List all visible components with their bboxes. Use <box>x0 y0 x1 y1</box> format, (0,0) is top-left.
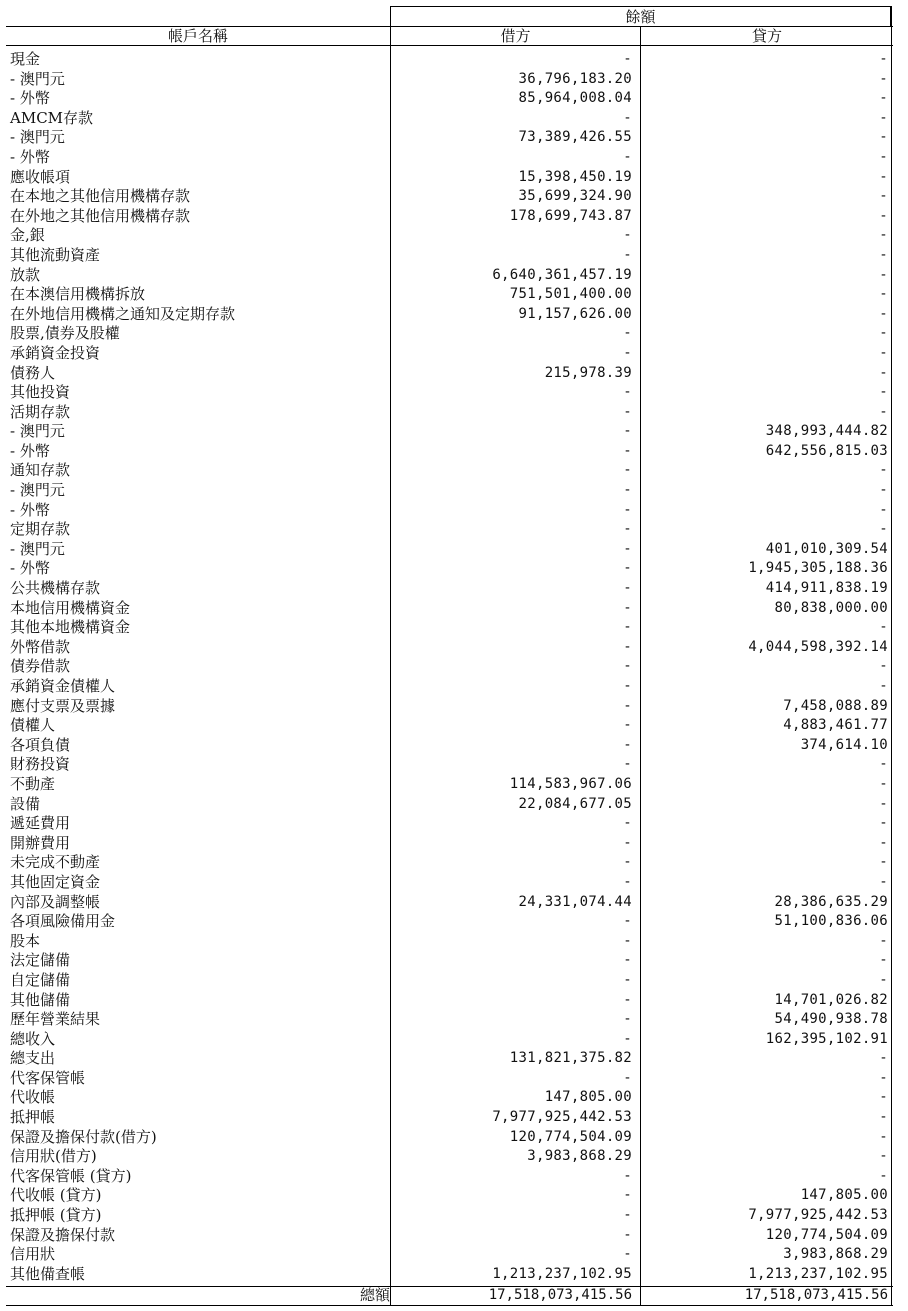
account-name-cell: 信用狀(借方) <box>10 1147 97 1166</box>
table-row <box>6 1167 893 1187</box>
credit-cell: - <box>879 775 888 792</box>
table-row <box>6 834 893 854</box>
debit-cell: 114,583,967.06 <box>509 775 632 792</box>
debit-cell: - <box>623 1030 632 1047</box>
credit-cell: - <box>879 403 888 420</box>
table-row <box>6 932 893 952</box>
credit-cell: - <box>879 148 888 165</box>
account-name-cell: - 澳門元 <box>10 422 65 441</box>
table-row <box>6 755 893 775</box>
account-name-cell: 遞延費用 <box>10 814 71 833</box>
account-name-cell: - 澳門元 <box>10 481 65 500</box>
account-name-cell: 在外地之其他信用機構存款 <box>10 206 191 225</box>
credit-cell: - <box>879 305 888 322</box>
debit-cell: 15,398,450.19 <box>518 168 632 185</box>
account-name-cell: 法定儲備 <box>10 951 71 970</box>
debit-cell: 178,699,743.87 <box>509 207 632 224</box>
credit-cell: - <box>879 1089 888 1106</box>
account-name-cell: 外幣借款 <box>10 637 71 656</box>
account-name-cell: 活期存款 <box>10 402 71 421</box>
debit-cell: - <box>623 854 632 871</box>
debit-cell: - <box>623 403 632 420</box>
debit-cell: 1,213,237,102.95 <box>492 1265 632 1282</box>
debit-cell: - <box>623 678 632 694</box>
table-row <box>6 207 893 227</box>
credit-cell: 1,213,237,102.95 <box>748 1265 888 1282</box>
account-name-cell: 債權人 <box>10 716 56 735</box>
debit-cell: - <box>623 1246 632 1263</box>
credit-cell: - <box>879 266 888 283</box>
credit-cell: - <box>879 795 888 812</box>
credit-cell: - <box>879 1069 888 1086</box>
debit-cell: - <box>623 521 632 538</box>
account-name-cell: 股票,債券及股權 <box>10 324 120 343</box>
account-name-cell: 未完成不動產 <box>10 853 101 872</box>
credit-cell: 7,977,925,442.53 <box>748 1207 888 1224</box>
debit-cell: - <box>623 580 632 597</box>
credit-header: 貸方 <box>751 27 782 45</box>
table-row <box>6 951 893 971</box>
table-row <box>6 246 893 266</box>
debit-cell: - <box>623 423 632 440</box>
account-name-cell: - 外幣 <box>10 559 50 578</box>
table-row <box>6 1147 893 1167</box>
account-name-cell: 歷年營業結果 <box>10 1010 101 1029</box>
debit-cell: - <box>623 1167 632 1184</box>
credit-cell: 4,883,461.77 <box>783 717 888 734</box>
credit-cell: 120,774,504.09 <box>765 1226 888 1243</box>
total-credit: 17,518,073,415.56 <box>744 1287 888 1303</box>
credit-cell: - <box>879 462 888 479</box>
debit-cell: - <box>623 560 632 577</box>
account-name-cell: 設備 <box>10 794 41 813</box>
table-row <box>6 1088 893 1108</box>
debit-cell: - <box>623 148 632 165</box>
account-name-cell: 各項負債 <box>10 735 71 754</box>
account-name-cell: 現金 <box>10 50 41 68</box>
total-debit: 17,518,073,415.56 <box>488 1287 632 1303</box>
credit-cell: - <box>879 129 888 146</box>
credit-cell: - <box>879 521 888 538</box>
table-row <box>6 736 893 756</box>
credit-cell: 14,701,026.82 <box>774 991 888 1008</box>
account-name-cell: 抵押帳 (貸方) <box>10 1206 102 1225</box>
account-name-header: 帳戶名稱 <box>167 27 228 45</box>
credit-cell: - <box>879 952 888 969</box>
table-row <box>6 501 893 521</box>
table-row <box>6 50 893 70</box>
debit-cell: 147,805.00 <box>544 1089 632 1106</box>
credit-cell: 1,945,305,188.36 <box>748 560 888 577</box>
account-name-cell: 在外地信用機構之通知及定期存款 <box>10 304 236 323</box>
credit-cell: 51,100,836.06 <box>774 913 888 930</box>
table-row <box>6 1010 893 1030</box>
table-row <box>6 618 893 638</box>
debit-cell: - <box>623 1011 632 1028</box>
credit-cell: - <box>879 51 888 67</box>
debit-cell: - <box>623 344 632 361</box>
debit-cell: 131,821,375.82 <box>509 1050 632 1067</box>
table-row <box>6 599 893 619</box>
debit-cell: 85,964,008.04 <box>518 90 632 107</box>
table-row <box>6 1265 893 1285</box>
table-row <box>6 912 893 932</box>
table-row <box>6 461 893 481</box>
debit-cell: - <box>623 815 632 832</box>
account-name-cell: 其他本地機構資金 <box>10 618 131 637</box>
credit-cell: - <box>879 246 888 263</box>
debit-cell: - <box>623 1207 632 1224</box>
debit-cell: 3,983,868.29 <box>527 1148 632 1165</box>
credit-cell: - <box>879 384 888 401</box>
account-name-cell: 應付支票及票據 <box>10 696 116 715</box>
table-row <box>6 422 893 442</box>
account-name-cell: 金,銀 <box>10 226 45 245</box>
credit-cell: - <box>879 482 888 499</box>
total-label: 總額 <box>360 1286 391 1304</box>
account-name-cell: 放款 <box>10 265 41 284</box>
debit-cell: 751,501,400.00 <box>509 286 632 303</box>
table-row <box>6 383 893 403</box>
debit-cell: - <box>623 501 632 518</box>
credit-cell: - <box>879 70 888 87</box>
debit-cell: - <box>623 736 632 753</box>
credit-cell: - <box>879 971 888 988</box>
table-row <box>6 873 893 893</box>
account-name-cell: 總支出 <box>10 1049 56 1068</box>
debit-cell: - <box>623 384 632 401</box>
table-row <box>6 697 893 717</box>
balance-sheet-table <box>6 6 893 1306</box>
account-name-cell: 承銷資金債權人 <box>10 677 116 695</box>
account-name-cell: 總收入 <box>10 1029 56 1048</box>
account-name-cell: - 澳門元 <box>10 539 65 558</box>
account-name-cell: - 澳門元 <box>10 128 65 147</box>
debit-cell: 22,084,677.05 <box>518 795 632 812</box>
account-name-cell: - 外幣 <box>10 89 50 108</box>
table-row <box>6 520 893 540</box>
account-name-cell: 抵押帳 <box>10 1108 56 1127</box>
credit-cell: - <box>879 1167 888 1184</box>
table-row <box>6 579 893 599</box>
debit-cell: - <box>623 482 632 499</box>
debit-cell: 215,978.39 <box>544 364 632 381</box>
table-row <box>6 266 893 286</box>
debit-cell: - <box>623 246 632 263</box>
table-row <box>6 853 893 873</box>
table-row <box>6 324 893 344</box>
account-name-cell: 其他投資 <box>10 383 71 402</box>
account-rows <box>6 50 893 1284</box>
debit-cell: - <box>623 638 632 655</box>
balance-group-header <box>390 6 891 26</box>
debit-cell: - <box>623 991 632 1008</box>
table-row <box>6 128 893 148</box>
table-row <box>6 775 893 795</box>
credit-cell: - <box>879 815 888 832</box>
table-row <box>6 559 893 579</box>
account-name-cell: 本地信用機構資金 <box>10 598 131 617</box>
debit-cell: 6,640,361,457.19 <box>492 266 632 283</box>
account-name-cell: 股本 <box>10 931 41 950</box>
debit-cell: - <box>623 442 632 459</box>
debit-cell: - <box>623 913 632 930</box>
table-row <box>6 795 893 815</box>
table-row <box>6 481 893 501</box>
account-name-cell: AMCM存款 <box>10 108 94 127</box>
table-row <box>6 1186 893 1206</box>
debit-cell: - <box>623 932 632 949</box>
debit-header: 借方 <box>500 27 531 45</box>
account-name-cell: 在本地之其他信用機構存款 <box>10 187 191 206</box>
table-row <box>6 1226 893 1246</box>
account-name-cell: 代收帳 (貸方) <box>10 1186 102 1205</box>
table-row <box>6 148 893 168</box>
table-row <box>6 70 893 90</box>
account-name-cell: 保證及擔保付款 <box>10 1225 116 1244</box>
account-name-cell: 通知存款 <box>10 461 71 480</box>
table-row <box>6 540 893 560</box>
credit-cell: - <box>879 207 888 224</box>
debit-cell: - <box>623 619 632 636</box>
table-row <box>6 403 893 423</box>
credit-cell: - <box>879 932 888 949</box>
account-name-cell: - 外幣 <box>10 500 50 519</box>
table-row <box>6 1206 893 1226</box>
credit-cell: - <box>879 1050 888 1067</box>
account-name-cell: - 澳門元 <box>10 69 65 88</box>
debit-cell: - <box>623 1069 632 1086</box>
credit-cell: 3,983,868.29 <box>783 1246 888 1263</box>
credit-cell: - <box>879 1148 888 1165</box>
credit-cell: 147,805.00 <box>800 1187 888 1204</box>
table-row <box>6 1108 893 1128</box>
debit-cell: - <box>623 227 632 244</box>
credit-cell: - <box>879 168 888 185</box>
table-row <box>6 305 893 325</box>
credit-cell: - <box>879 286 888 303</box>
credit-cell: - <box>879 364 888 381</box>
account-name-cell: 債券借款 <box>10 657 71 676</box>
debit-cell: - <box>623 717 632 734</box>
account-name-cell: 代客保管帳 <box>10 1068 86 1087</box>
account-name-cell: 信用狀 <box>10 1245 56 1264</box>
table-row <box>6 893 893 913</box>
debit-cell: - <box>623 756 632 773</box>
table-row <box>6 226 893 246</box>
credit-cell: - <box>879 834 888 851</box>
credit-cell: 162,395,102.91 <box>765 1030 888 1047</box>
debit-cell: - <box>623 599 632 616</box>
credit-cell: 80,838,000.00 <box>774 599 888 616</box>
account-name-cell: 承銷資金投資 <box>10 343 101 362</box>
table-row <box>6 285 893 305</box>
debit-cell: - <box>623 325 632 342</box>
credit-cell: - <box>879 325 888 342</box>
account-name-cell: 代收帳 <box>10 1088 56 1107</box>
credit-cell: 54,490,938.78 <box>774 1011 888 1028</box>
table-row <box>6 1049 893 1069</box>
debit-cell: - <box>623 462 632 479</box>
account-name-cell: 債務人 <box>10 363 56 382</box>
credit-cell: 642,556,815.03 <box>765 442 888 459</box>
table-row <box>6 1245 893 1265</box>
debit-cell: 120,774,504.09 <box>509 1128 632 1145</box>
debit-cell: - <box>623 1187 632 1204</box>
debit-cell: 7,977,925,442.53 <box>492 1109 632 1126</box>
account-name-cell: 定期存款 <box>10 520 71 539</box>
debit-cell: 36,796,183.20 <box>518 70 632 87</box>
table-row <box>6 344 893 364</box>
table-row <box>6 971 893 991</box>
table-row <box>6 168 893 188</box>
column-header-row <box>6 26 893 46</box>
table-row <box>6 1030 893 1050</box>
table-row <box>6 364 893 384</box>
debit-cell: - <box>623 834 632 851</box>
credit-cell: 374,614.10 <box>800 736 888 753</box>
account-name-cell: 其他流動資產 <box>10 245 101 264</box>
credit-cell: - <box>879 873 888 890</box>
table-row <box>6 657 893 677</box>
credit-cell: - <box>879 344 888 361</box>
credit-cell: - <box>879 188 888 205</box>
debit-cell: - <box>623 51 632 67</box>
table-row <box>6 638 893 658</box>
credit-cell: - <box>879 227 888 244</box>
account-name-cell: 開辦費用 <box>10 833 71 852</box>
debit-cell: 73,389,426.55 <box>518 129 632 146</box>
total-row <box>6 1286 893 1306</box>
account-name-cell: - 外幣 <box>10 147 50 166</box>
balance-label: 餘額 <box>625 8 656 26</box>
account-name-cell: 保證及擔保付款(借方) <box>10 1127 157 1146</box>
table-row <box>6 187 893 207</box>
account-name-cell: 各項風險備用金 <box>10 912 116 931</box>
account-name-cell: 財務投資 <box>10 755 71 774</box>
credit-cell: - <box>879 658 888 675</box>
debit-cell: - <box>623 952 632 969</box>
credit-cell: - <box>879 1109 888 1126</box>
table-row <box>6 677 893 697</box>
table-row <box>6 716 893 736</box>
debit-cell: - <box>623 1226 632 1243</box>
debit-cell: - <box>623 971 632 988</box>
account-name-cell: 應收帳項 <box>10 167 71 186</box>
table-row <box>6 814 893 834</box>
debit-cell: 35,699,324.90 <box>518 188 632 205</box>
credit-cell: 28,386,635.29 <box>774 893 888 910</box>
credit-cell: - <box>879 678 888 694</box>
debit-cell: - <box>623 873 632 890</box>
account-name-cell: 自定儲備 <box>10 970 71 989</box>
credit-cell: - <box>879 90 888 107</box>
credit-cell: - <box>879 756 888 773</box>
table-row <box>6 442 893 462</box>
account-name-cell: 代客保管帳 (貸方) <box>10 1166 132 1185</box>
debit-cell: - <box>623 658 632 675</box>
account-name-cell: 其他儲備 <box>10 990 71 1009</box>
table-row <box>6 1069 893 1089</box>
debit-cell: 91,157,626.00 <box>518 305 632 322</box>
table-row <box>6 109 893 129</box>
credit-cell: - <box>879 1128 888 1145</box>
table-row <box>6 89 893 109</box>
credit-cell: 401,010,309.54 <box>765 540 888 557</box>
debit-cell: 24,331,074.44 <box>518 893 632 910</box>
account-name-cell: 在本澳信用機構拆放 <box>10 285 146 304</box>
debit-cell: - <box>623 697 632 714</box>
account-name-cell: 其他備查帳 <box>10 1264 86 1283</box>
credit-cell: 348,993,444.82 <box>765 423 888 440</box>
account-name-cell: 不動產 <box>10 774 56 793</box>
credit-cell: - <box>879 619 888 636</box>
credit-cell: 7,458,088.89 <box>783 697 888 714</box>
table-row <box>6 991 893 1011</box>
credit-cell: - <box>879 109 888 126</box>
debit-cell: - <box>623 109 632 126</box>
account-name-cell: 其他固定資金 <box>10 872 101 891</box>
credit-cell: - <box>879 501 888 518</box>
credit-cell: 4,044,598,392.14 <box>748 638 888 655</box>
debit-cell: - <box>623 540 632 557</box>
account-name-cell: - 外幣 <box>10 441 50 460</box>
table-row <box>6 1128 893 1148</box>
account-name-cell: 內部及調整帳 <box>10 892 101 911</box>
credit-cell: - <box>879 854 888 871</box>
credit-cell: 414,911,838.19 <box>765 580 888 597</box>
account-name-cell: 公共機構存款 <box>10 579 101 598</box>
